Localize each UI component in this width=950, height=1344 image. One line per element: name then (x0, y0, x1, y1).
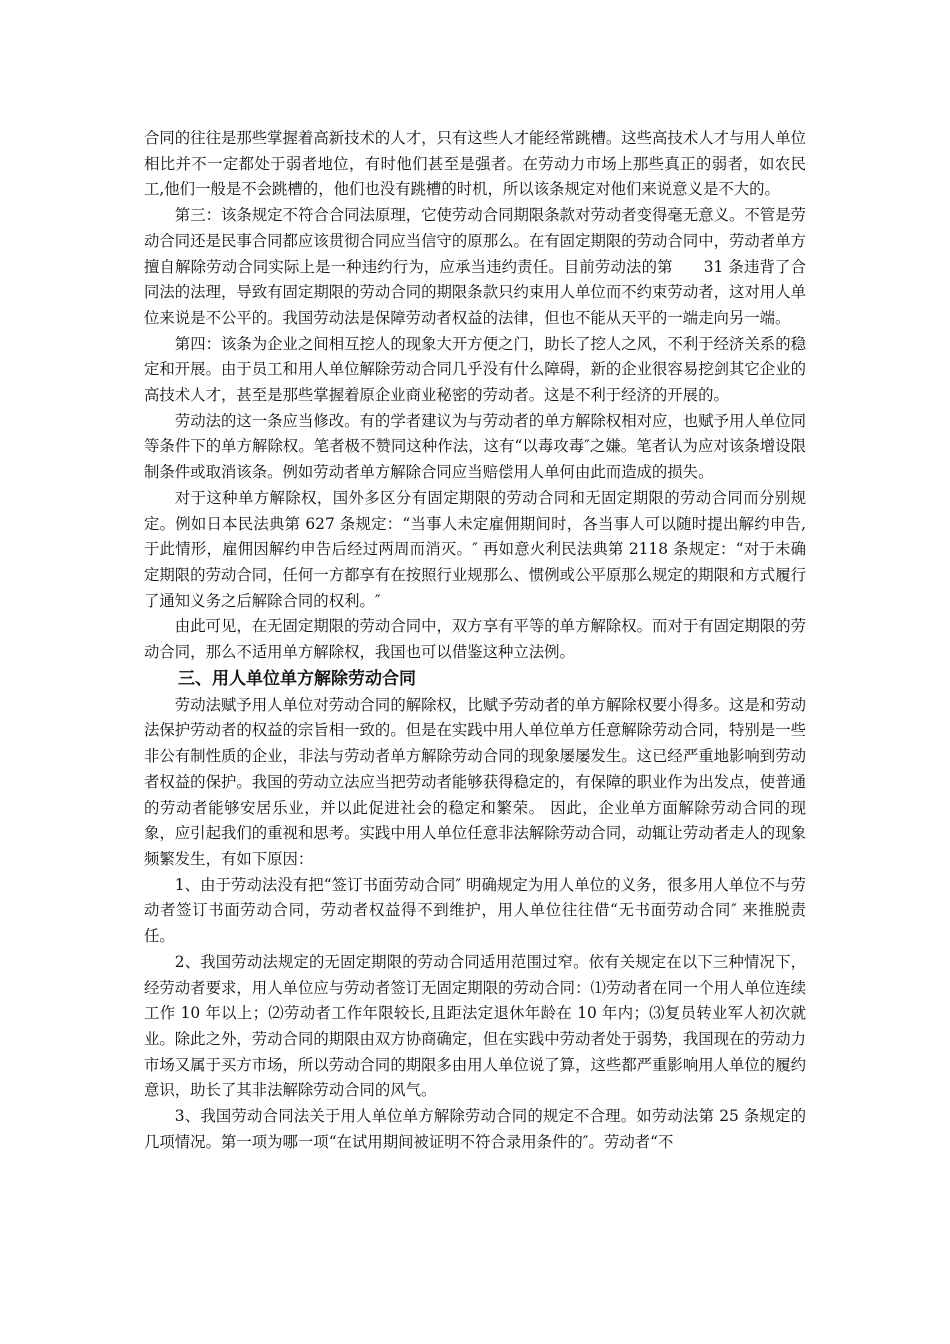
section-heading: 三、用人单位单方解除劳动合同 (178, 668, 416, 689)
paragraph-continuation: 合同的往往是那些掌握着高新技术的人才，只有这些人才能经常跳槽。这些高技术人才与用人单位相比并不一定都处于弱者地位，有时他们甚至是强者。在劳动力市场上那些真正的弱者，如农民工,他们一般是不会跳槽的，他们也没有跳槽的时机，所以该条规定对他们来说意义是不大的。 (144, 129, 806, 199)
paragraph-amendment: 劳动法的这一条应当修改。有的学者建议为与劳动者的单方解除权相对应，也赋予用人单位同等条件下的单方解除权。笔者极不赞同这种作法，这有“以毒攻毒″之嫌。笔者认为应对该条增设限制条件或取消该条。例如劳动者单方解除合同应当赔偿用人单何由此而造成的损失。 (144, 411, 806, 482)
paragraph-conclusion: 由此可见，在无固定期限的劳动合同中，双方享有平等的单方解除权。而对于有固定期限的劳动合同，那么不适用单方解除权，我国也可以借鉴这种立法例。 (144, 617, 806, 662)
paragraph-reason-one: 1、由于劳动法没有把“签订书面劳动合同″ 明确规定为用人单位的义务，很多用人单位不与劳动者签订书面劳动合同，劳动者权益得不到维护，用人单位往往借“无书面劳动合同″ 来推脱责任。 (144, 875, 806, 946)
paragraph-point-four: 第四：该条为企业之间相互挖人的现象大开方便之门，助长了挖人之风，不利于经济关系的稳定和开展。由于员工和用人单位解除劳动合同几乎没有什么障碍，新的企业很容易挖剑其它企业的高技术人才，甚至是那些掌握着原企业商业秘密的劳动者。这是不利于经济的开展的。 (144, 334, 806, 405)
document-page (144, 126, 806, 1155)
paragraph-employer-termination: 劳动法赋予用人单位对劳动合同的解除权，比赋予劳动者的单方解除权要小得多。这是和劳动法保护劳动者的权益的宗旨相一致的。但是在实践中用人单位单方任意解除劳动合同，特别是一些非公有制性质的企业，非法与劳动者单方解除劳动合同的现象屡屡发生。这已经严重地影响到劳动者权益的保护。我国的劳动立法应当把劳动者能够获得稳定的，有保障的职业作为出发点，使普通的劳动者能够安居乐业，并以此促进社会的稳定和繁荣。 因此，企业单方面解除劳动合同的现象，应引起我们的重视和思考。实践中用人单位任意非法解除劳动合同，动辄让劳动者走人的现象频繁发生，有如下原因： (144, 695, 806, 868)
paragraph-reason-three: 3、我国劳动合同法关于用人单位单方解除劳动合同的规定不合理。如劳动法第 25 条规定的几项情况。第一项为哪一项“在试用期间被证明不符合录用条件的″。劳动者“不 (144, 1107, 806, 1151)
paragraph-reason-two: 2、我国劳动法规定的无固定期限的劳动合同适用范围过窄。依有关规定在以下三种情况下，经劳动者要求，用人单位应与劳动者签订无固定期限的劳动合同：⑴劳动者在同一个用人单位连续工作 10 年以上；⑵劳动者工作年限较长,且距法定退休年龄在 10 年内；⑶复员转业军人初次就业。除此之外，劳动合同的期限由双方协商确定，但在实践中劳动者处于弱势，我国现在的劳动力市场又属于买方市场，所以劳动合同的期限多由用人单位说了算，这些都严重影响用人单位的履约意识，助长了其非法解除劳动合同的风气。 (144, 952, 806, 1100)
paragraph-foreign-law: 对于这种单方解除权，国外多区分有固定期限的劳动合同和无固定期限的劳动合同而分别规定。例如日本民法典第 627 条规定：“当事人未定雇佣期间时，各当事人可以随时提出解约申告,于此情形，雇佣因解约申告后经过两周而消灭。″ 再如意火利民法典第 2118 条规定：“对于未确定期限的劳动合同，任何一方都享有在按照行业规那么、惯例或公平原那么规定的期限和方式履行了通知义务之后解除合同的权利。″ (144, 488, 806, 610)
paragraph-point-three: 第三：该条规定不符合合同法原理，它使劳动合同期限条款对劳动者变得毫无意义。不管是劳动合同还是民事合同都应该贯彻合同应当信守的原那么。在有固定期限的劳动合同中，劳动者单方擅自解除劳动合同实际上是一种违约行为，应承当违约责任。目前劳动法的第 31 条违背了合同法的法理，导致有固定期限的劳动合同的期限条款只约束用人单位而不约束劳动者，这对用人单位来说是不公平的。我国劳动法是保障劳动者权益的法律，但也不能从天平的一端走向另一端。 (144, 206, 806, 327)
